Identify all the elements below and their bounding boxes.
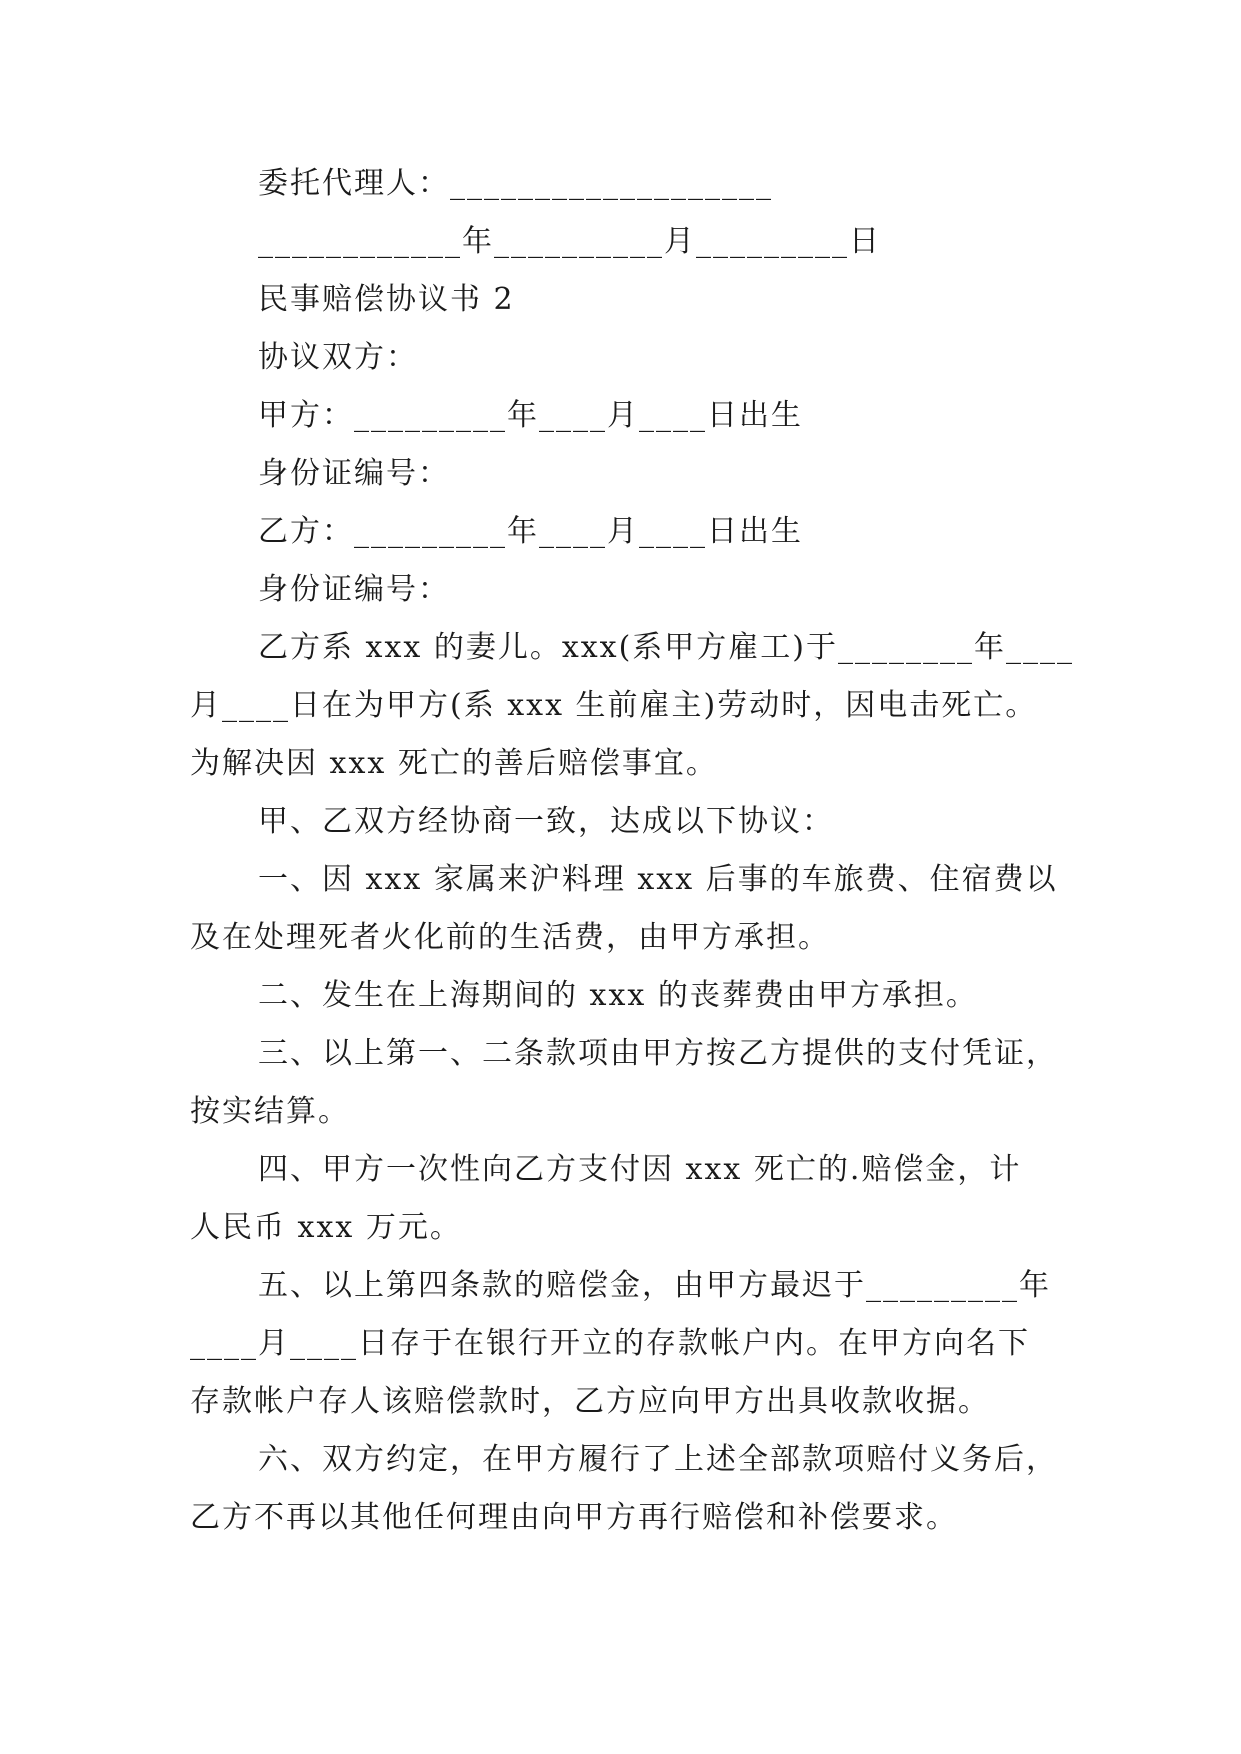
paragraph-row: 按实结算。 [190, 1094, 350, 1129]
paragraph-row: 一、因 xxx 家属来沪料理 xxx 后事的车旅费、住宿费以 [258, 862, 1058, 897]
paragraph-row: 二、发生在上海期间的 xxx 的丧葬费由甲方承担。 [258, 978, 978, 1013]
clause-5 [190, 1257, 1070, 1431]
clause-2 [190, 967, 1070, 1025]
party-b-id-line: 身份证编号： [258, 572, 450, 607]
paragraph-agreement-intro [190, 793, 1070, 851]
clause-1 [190, 851, 1070, 967]
party-b-line: 乙方：_________年____月____日出生 [258, 514, 803, 549]
paragraph-row: 及在处理死者火化前的生活费，由甲方承担。 [190, 920, 830, 955]
date-line: ____________年__________月_________日 [258, 224, 881, 259]
party-a-line: 甲方：_________年____月____日出生 [258, 398, 803, 433]
paragraph-background [190, 619, 1074, 793]
paragraph-row: 三、以上第一、二条款项由甲方按乙方提供的支付凭证， [258, 1036, 1058, 1071]
paragraph-row: 四、甲方一次性向乙方支付因 xxx 死亡的.赔偿金，计 [258, 1152, 1022, 1187]
clause-6 [190, 1431, 1070, 1547]
paragraph-row: 存款帐户存人该赔偿款时，乙方应向甲方出具收款收据。 [190, 1384, 990, 1419]
paragraph-row: 五、以上第四条款的赔偿金，由甲方最迟于_________年 [258, 1268, 1051, 1303]
agent-line: 委托代理人：___________________ [258, 166, 773, 201]
paragraph-row: 人民币 xxx 万元。 [190, 1210, 462, 1245]
clause-3 [190, 1025, 1070, 1141]
document-title: 民事赔偿协议书 2 [258, 282, 515, 317]
clause-4 [190, 1141, 1070, 1257]
paragraph-row: 乙方系 xxx 的妻儿。xxx(系甲方雇工)于________年____ [258, 630, 1074, 665]
paragraph-row: 乙方不再以其他任何理由向甲方再行赔偿和补偿要求。 [190, 1500, 958, 1535]
paragraph-row: 甲、乙双方经协商一致，达成以下协议： [258, 804, 834, 839]
parties-heading: 协议双方： [258, 340, 418, 375]
paragraph-row: 为解决因 xxx 死亡的善后赔偿事宜。 [190, 746, 718, 781]
paragraph-row: 月____日在为甲方(系 xxx 生前雇主)劳动时，因电击死亡。 [190, 688, 1038, 723]
paragraph-row: 六、双方约定，在甲方履行了上述全部款项赔付义务后， [258, 1442, 1058, 1477]
document-body [190, 155, 1074, 1547]
party-a-id-line: 身份证编号： [258, 456, 450, 491]
paragraph-row: ____月____日存于在银行开立的存款帐户内。在甲方向名下 [190, 1326, 1030, 1361]
